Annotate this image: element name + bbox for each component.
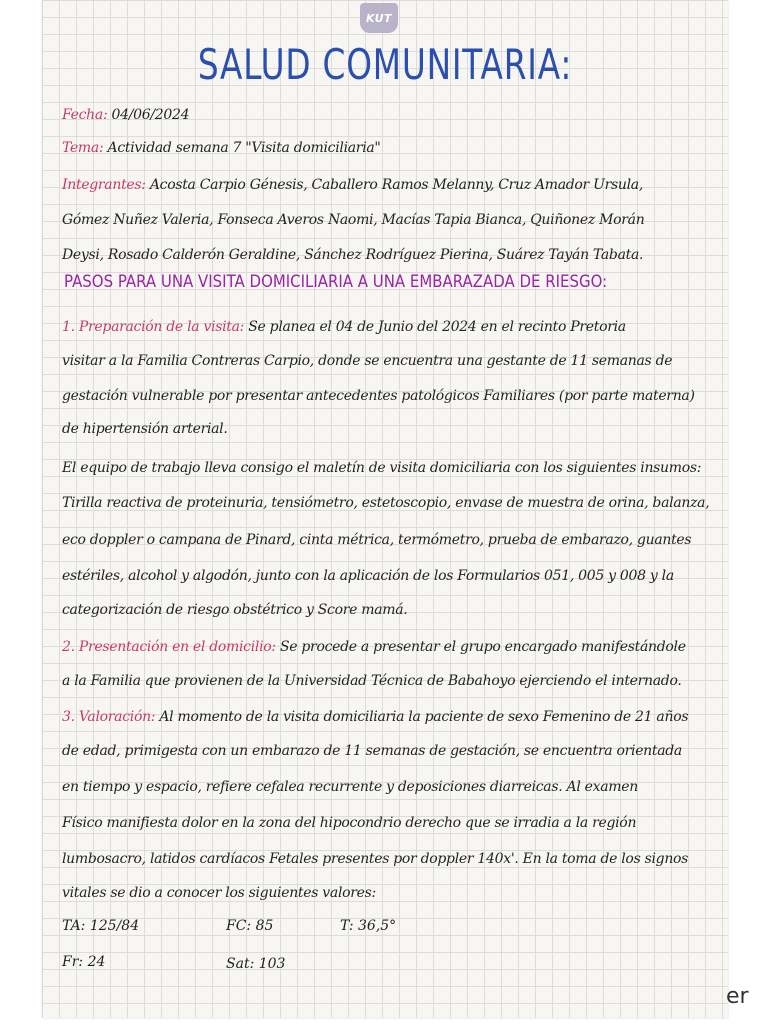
step3-line-4 bbox=[62, 804, 722, 841]
tema-value: Actividad semana 7 "Visita domiciliaria" bbox=[107, 139, 381, 156]
step3-text-4: Físico manifiesta dolor en la zona del hipocondrio derecho que se irradia a la región bbox=[62, 814, 637, 831]
equipo-line-3 bbox=[62, 521, 722, 558]
corner-text: er bbox=[726, 984, 749, 1009]
step1-line-1 bbox=[62, 308, 722, 345]
vital-ta: TA: 125/84 bbox=[62, 918, 140, 934]
step1-text-3: gestación vulnerable por presentar antecedentes patológicos Familiares (por parte materna) bbox=[62, 387, 695, 404]
step3-line-5 bbox=[62, 840, 722, 877]
step3-text-3: en tiempo y espacio, refiere cefalea recurrente y deposiciones diarreicas. Al examen bbox=[62, 778, 638, 795]
equipo-text-3: eco doppler o campana de Pinard, cinta métrica, termómetro, prueba de embarazo, guantes bbox=[62, 531, 692, 548]
integrantes-line-3 bbox=[62, 236, 722, 273]
integrantes-text-2: Gómez Nuñez Valeria, Fonseca Averos Naomi, Macías Tapia Bianca, Quiñonez Morán bbox=[62, 211, 645, 228]
vital-fc: FC: 85 bbox=[226, 918, 274, 934]
step3-line-3 bbox=[62, 768, 722, 805]
step2-line-1 bbox=[62, 628, 722, 665]
step3-text-2: de edad, primigesta con un embarazo de 11 semanas de gestación, se encuentra orientada bbox=[62, 742, 682, 759]
step3-text-5: lumbosacro, latidos cardíacos Fetales presentes por doppler 140x'. En la toma de los signos bbox=[62, 850, 689, 867]
equipo-text-4: estériles, alcohol y algodón, junto con la aplicación de los Formularios 051, 005 y 008 y la bbox=[62, 567, 674, 584]
equipo-text-1: El equipo de trabajo lleva consigo el maletín de visita domiciliaria con los siguientes insumos: bbox=[62, 459, 702, 476]
step2-text-2: a la Familia que provienen de la Universidad Técnica de Babahoyo ejerciendo el internado. bbox=[62, 672, 682, 689]
tema-line bbox=[62, 129, 722, 166]
integrantes-line-2 bbox=[62, 201, 722, 238]
step1-line-4 bbox=[62, 410, 722, 447]
step1-text-1: Se planea el 04 de Junio del 2024 en el recinto Pretoria bbox=[248, 318, 626, 335]
step1-text-4: de hipertensión arterial. bbox=[62, 420, 228, 437]
equipo-line-2 bbox=[62, 484, 722, 521]
step3-text-6: vitales se dio a conocer los siguientes valores: bbox=[62, 884, 376, 901]
equipo-line-5 bbox=[62, 591, 722, 628]
vital-fr: Fr: 24 bbox=[62, 954, 106, 970]
step3-label: 3. Valoración: bbox=[62, 708, 156, 725]
integrantes-label: Integrantes: bbox=[62, 176, 146, 193]
equipo-text-2: Tirilla reactiva de proteinuria, tensiómetro, estetoscopio, envase de muestra de orina, balanza, bbox=[62, 494, 710, 511]
equipo-text-5: categorización de riesgo obstétrico y Score mamá. bbox=[62, 601, 408, 618]
step3-line-6 bbox=[62, 874, 722, 911]
notebook-page bbox=[42, 0, 728, 1018]
step2-line-2 bbox=[62, 662, 722, 699]
step3-line-1 bbox=[62, 698, 722, 735]
fecha-label: Fecha: bbox=[62, 106, 108, 123]
integrantes-text-3: Deysi, Rosado Calderón Geraldine, Sánchez Rodríguez Pierina, Suárez Tayán Tabata. bbox=[62, 246, 644, 263]
step1-line-3 bbox=[62, 377, 722, 414]
vital-sat: Sat: 103 bbox=[226, 956, 286, 972]
step1-line-2 bbox=[62, 342, 722, 379]
section-heading: PASOS PARA UNA VISITA DOMICILIARIA A UNA EMBARAZADA DE RIESGO: bbox=[64, 272, 608, 292]
notebook-logo: KUT bbox=[360, 3, 398, 33]
page-title: SALUD COMUNITARIA: bbox=[197, 40, 573, 89]
vital-t: T: 36,5° bbox=[340, 918, 397, 934]
equipo-line-4 bbox=[62, 557, 722, 594]
integrantes-line-1 bbox=[62, 166, 722, 203]
step3-text-1: Al momento de la visita domiciliaria la paciente de sexo Femenino de 21 años bbox=[159, 708, 689, 725]
step3-line-2 bbox=[62, 732, 722, 769]
tema-label: Tema: bbox=[62, 139, 104, 156]
step2-label: 2. Presentación en el domicilio: bbox=[62, 638, 276, 655]
fecha-value: 04/06/2024 bbox=[111, 106, 190, 123]
step1-text-2: visitar a la Familia Contreras Carpio, donde se encuentra una gestante de 11 semanas de bbox=[62, 352, 673, 369]
fecha-line bbox=[62, 96, 722, 133]
step2-text-1: Se procede a presentar el grupo encargado manifestándole bbox=[279, 638, 686, 655]
equipo-line-1 bbox=[62, 449, 722, 486]
step1-label: 1. Preparación de la visita: bbox=[62, 318, 245, 335]
integrantes-text-1: Acosta Carpio Génesis, Caballero Ramos Melanny, Cruz Amador Ursula, bbox=[149, 176, 643, 193]
